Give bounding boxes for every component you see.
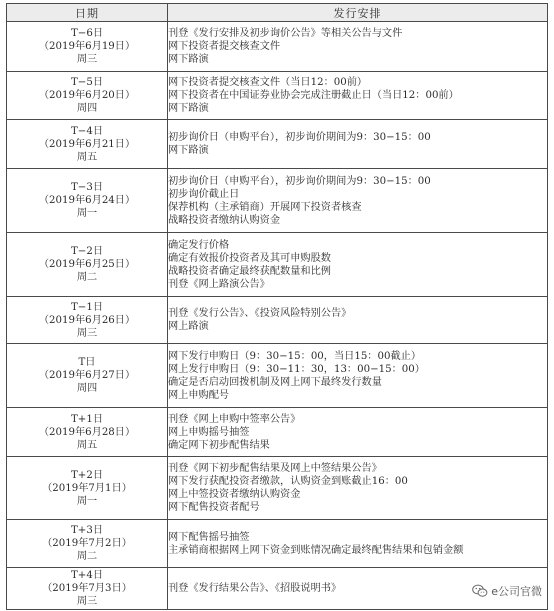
arrangement-item: 网上路演	[168, 321, 209, 332]
weekday-label: 周三	[76, 327, 98, 339]
arrangement-item: 网下发行申购日（9：30−15：00，当日15：00截止）	[168, 350, 422, 362]
arrangement-item: 刊登《发行结果公告》、《招股说明书》	[168, 583, 342, 594]
arrangement-item: 初步询价日（申购平台），初步询价期间为9：30−15：00	[168, 175, 431, 187]
trading-day-label: T+4日	[71, 570, 103, 581]
weekday-label: 周五	[76, 439, 98, 451]
schedule-row	[7, 169, 548, 233]
date-cell	[7, 568, 168, 610]
calendar-date: （2019年7月1日）	[42, 482, 132, 494]
schedule-row	[7, 72, 548, 120]
table-header-row	[7, 4, 548, 22]
arrangement-item: 网下配售摇号抽签	[168, 531, 250, 543]
arrangement-cell	[168, 72, 548, 120]
arrangement-item: 战略投资者缴纳认购资金	[168, 214, 281, 226]
trading-day-label: T−6日	[71, 28, 103, 39]
date-cell	[7, 169, 168, 233]
schedule-row	[7, 408, 548, 457]
arrangement-item: 网下配售投资者配号	[168, 502, 260, 513]
arrangement-item: 网下发行获配投资者缴款，认购资金到账截止16：00	[168, 476, 408, 487]
arrangement-cell	[168, 233, 548, 297]
calendar-date: （2019年6月26日）	[38, 314, 136, 326]
trading-day-label: T−4日	[71, 125, 103, 137]
trading-day-label: T日	[78, 357, 96, 368]
arrangement-item: 刊登《发行安排及初步询价公告》等相关公告与文件	[168, 28, 403, 39]
date-cell	[7, 22, 168, 72]
calendar-date: （2019年7月3日）	[42, 583, 132, 594]
arrangement-column-header: 发行安排	[168, 4, 548, 22]
calendar-date: （2019年7月2日）	[42, 538, 132, 549]
source-watermark	[470, 583, 544, 599]
arrangement-item: 网上申购摇号抽签	[168, 426, 250, 438]
arrangement-item: 初步询价日（申购平台），初步询价期间为9：30−15：00	[168, 132, 431, 143]
arrangement-item: 确定网下初步配售结果	[168, 439, 270, 451]
arrangement-cell	[168, 457, 548, 520]
arrangement-cell	[168, 22, 548, 72]
arrangement-cell	[168, 408, 548, 457]
date-cell	[7, 344, 168, 408]
date-cell	[7, 120, 168, 169]
calendar-date: （2019年6月19日）	[38, 41, 136, 52]
ipo-schedule-document	[6, 3, 547, 610]
calendar-date: （2019年6月28日）	[38, 426, 136, 438]
weekday-label: 周一	[76, 495, 98, 507]
schedule-row	[7, 344, 548, 408]
weekday-label: 周三	[76, 54, 98, 65]
trading-day-label: T+1日	[71, 413, 103, 425]
arrangement-item: 网下路演	[168, 145, 209, 156]
schedule-row	[7, 297, 548, 344]
arrangement-item: 战略投资者确定最终获配数量和比例	[168, 265, 331, 277]
arrangement-item: 保荐机构（主承销商）开展网下投资者核查	[168, 201, 362, 213]
calendar-date: （2019年6月25日）	[38, 259, 136, 270]
watermark-text: e公司官微	[491, 585, 542, 598]
date-column-header: 日期	[7, 4, 168, 22]
weekday-label: 周二	[76, 551, 98, 562]
weekday-label: 周一	[76, 208, 98, 219]
date-cell	[7, 297, 168, 344]
arrangement-item: 网下投资者在中国证券业协会完成注册截止日（当日12：00前）	[168, 90, 459, 101]
ipo-schedule-table	[6, 3, 548, 610]
trading-day-label: T−2日	[71, 246, 103, 257]
arrangement-item: 网上中签投资者缴纳认购资金	[168, 489, 301, 500]
schedule-row	[7, 233, 548, 297]
trading-day-label: T−1日	[71, 301, 103, 313]
date-cell	[7, 457, 168, 520]
trading-day-label: T−3日	[71, 182, 103, 193]
arrangement-item: 确定是否启动回拨机制及网上网下最终发行数量	[168, 376, 382, 388]
arrangement-item: 确定有效报价投资者及其可申购股数	[168, 252, 331, 264]
arrangement-item: 网下路演	[168, 54, 209, 65]
weekday-label: 周四	[76, 103, 98, 114]
weekday-label: 周五	[76, 151, 98, 163]
date-cell	[7, 72, 168, 120]
calendar-date: （2019年6月20日）	[38, 90, 136, 101]
calendar-date: （2019年6月21日）	[38, 138, 136, 150]
arrangement-item: 网下路演	[168, 103, 209, 114]
arrangement-item: 刊登《网下初步配售结果及网上中签结果公告》	[168, 463, 382, 474]
arrangement-cell	[168, 520, 548, 568]
arrangement-cell	[168, 120, 548, 169]
arrangement-cell	[168, 169, 548, 233]
date-cell	[7, 233, 168, 297]
date-cell	[7, 520, 168, 568]
schedule-row	[7, 22, 548, 72]
arrangement-cell	[168, 344, 548, 408]
date-cell	[7, 408, 168, 457]
wechat-icon	[472, 584, 488, 598]
schedule-body	[7, 22, 548, 610]
trading-day-label: T+2日	[71, 469, 103, 481]
arrangement-item: 主承销商根据网上网下资金到账情况确定最终配售结果和包销金额	[168, 544, 464, 556]
arrangement-item: 刊登《网上路演公告》	[168, 278, 270, 290]
calendar-date: （2019年6月27日）	[38, 370, 136, 381]
arrangement-item: 网上发行申购日（9：30−11：30，13：00−15：00）	[168, 363, 425, 375]
weekday-label: 周四	[76, 383, 98, 394]
arrangement-item: 刊登《发行公告》、《投资风险特别公告》	[168, 308, 352, 319]
schedule-row	[7, 520, 548, 568]
arrangement-cell	[168, 297, 548, 344]
arrangement-item: 确定发行价格	[168, 239, 230, 251]
schedule-row	[7, 120, 548, 169]
trading-day-label: T+3日	[71, 525, 103, 536]
calendar-date: （2019年6月24日）	[38, 195, 136, 206]
arrangement-item: 网下投资者提交核查文件	[168, 41, 281, 52]
arrangement-item: 网下投资者提交核查文件（当日12：00前）	[168, 77, 368, 88]
arrangement-item: 网上申购配号	[168, 389, 230, 401]
schedule-row	[7, 457, 548, 520]
weekday-label: 周二	[76, 272, 98, 283]
arrangement-item: 初步询价截止日	[168, 188, 240, 200]
schedule-row	[7, 568, 548, 610]
arrangement-item: 刊登《网上申购中签率公告》	[168, 413, 301, 425]
trading-day-label: T−5日	[71, 77, 103, 88]
weekday-label: 周三	[76, 596, 98, 607]
